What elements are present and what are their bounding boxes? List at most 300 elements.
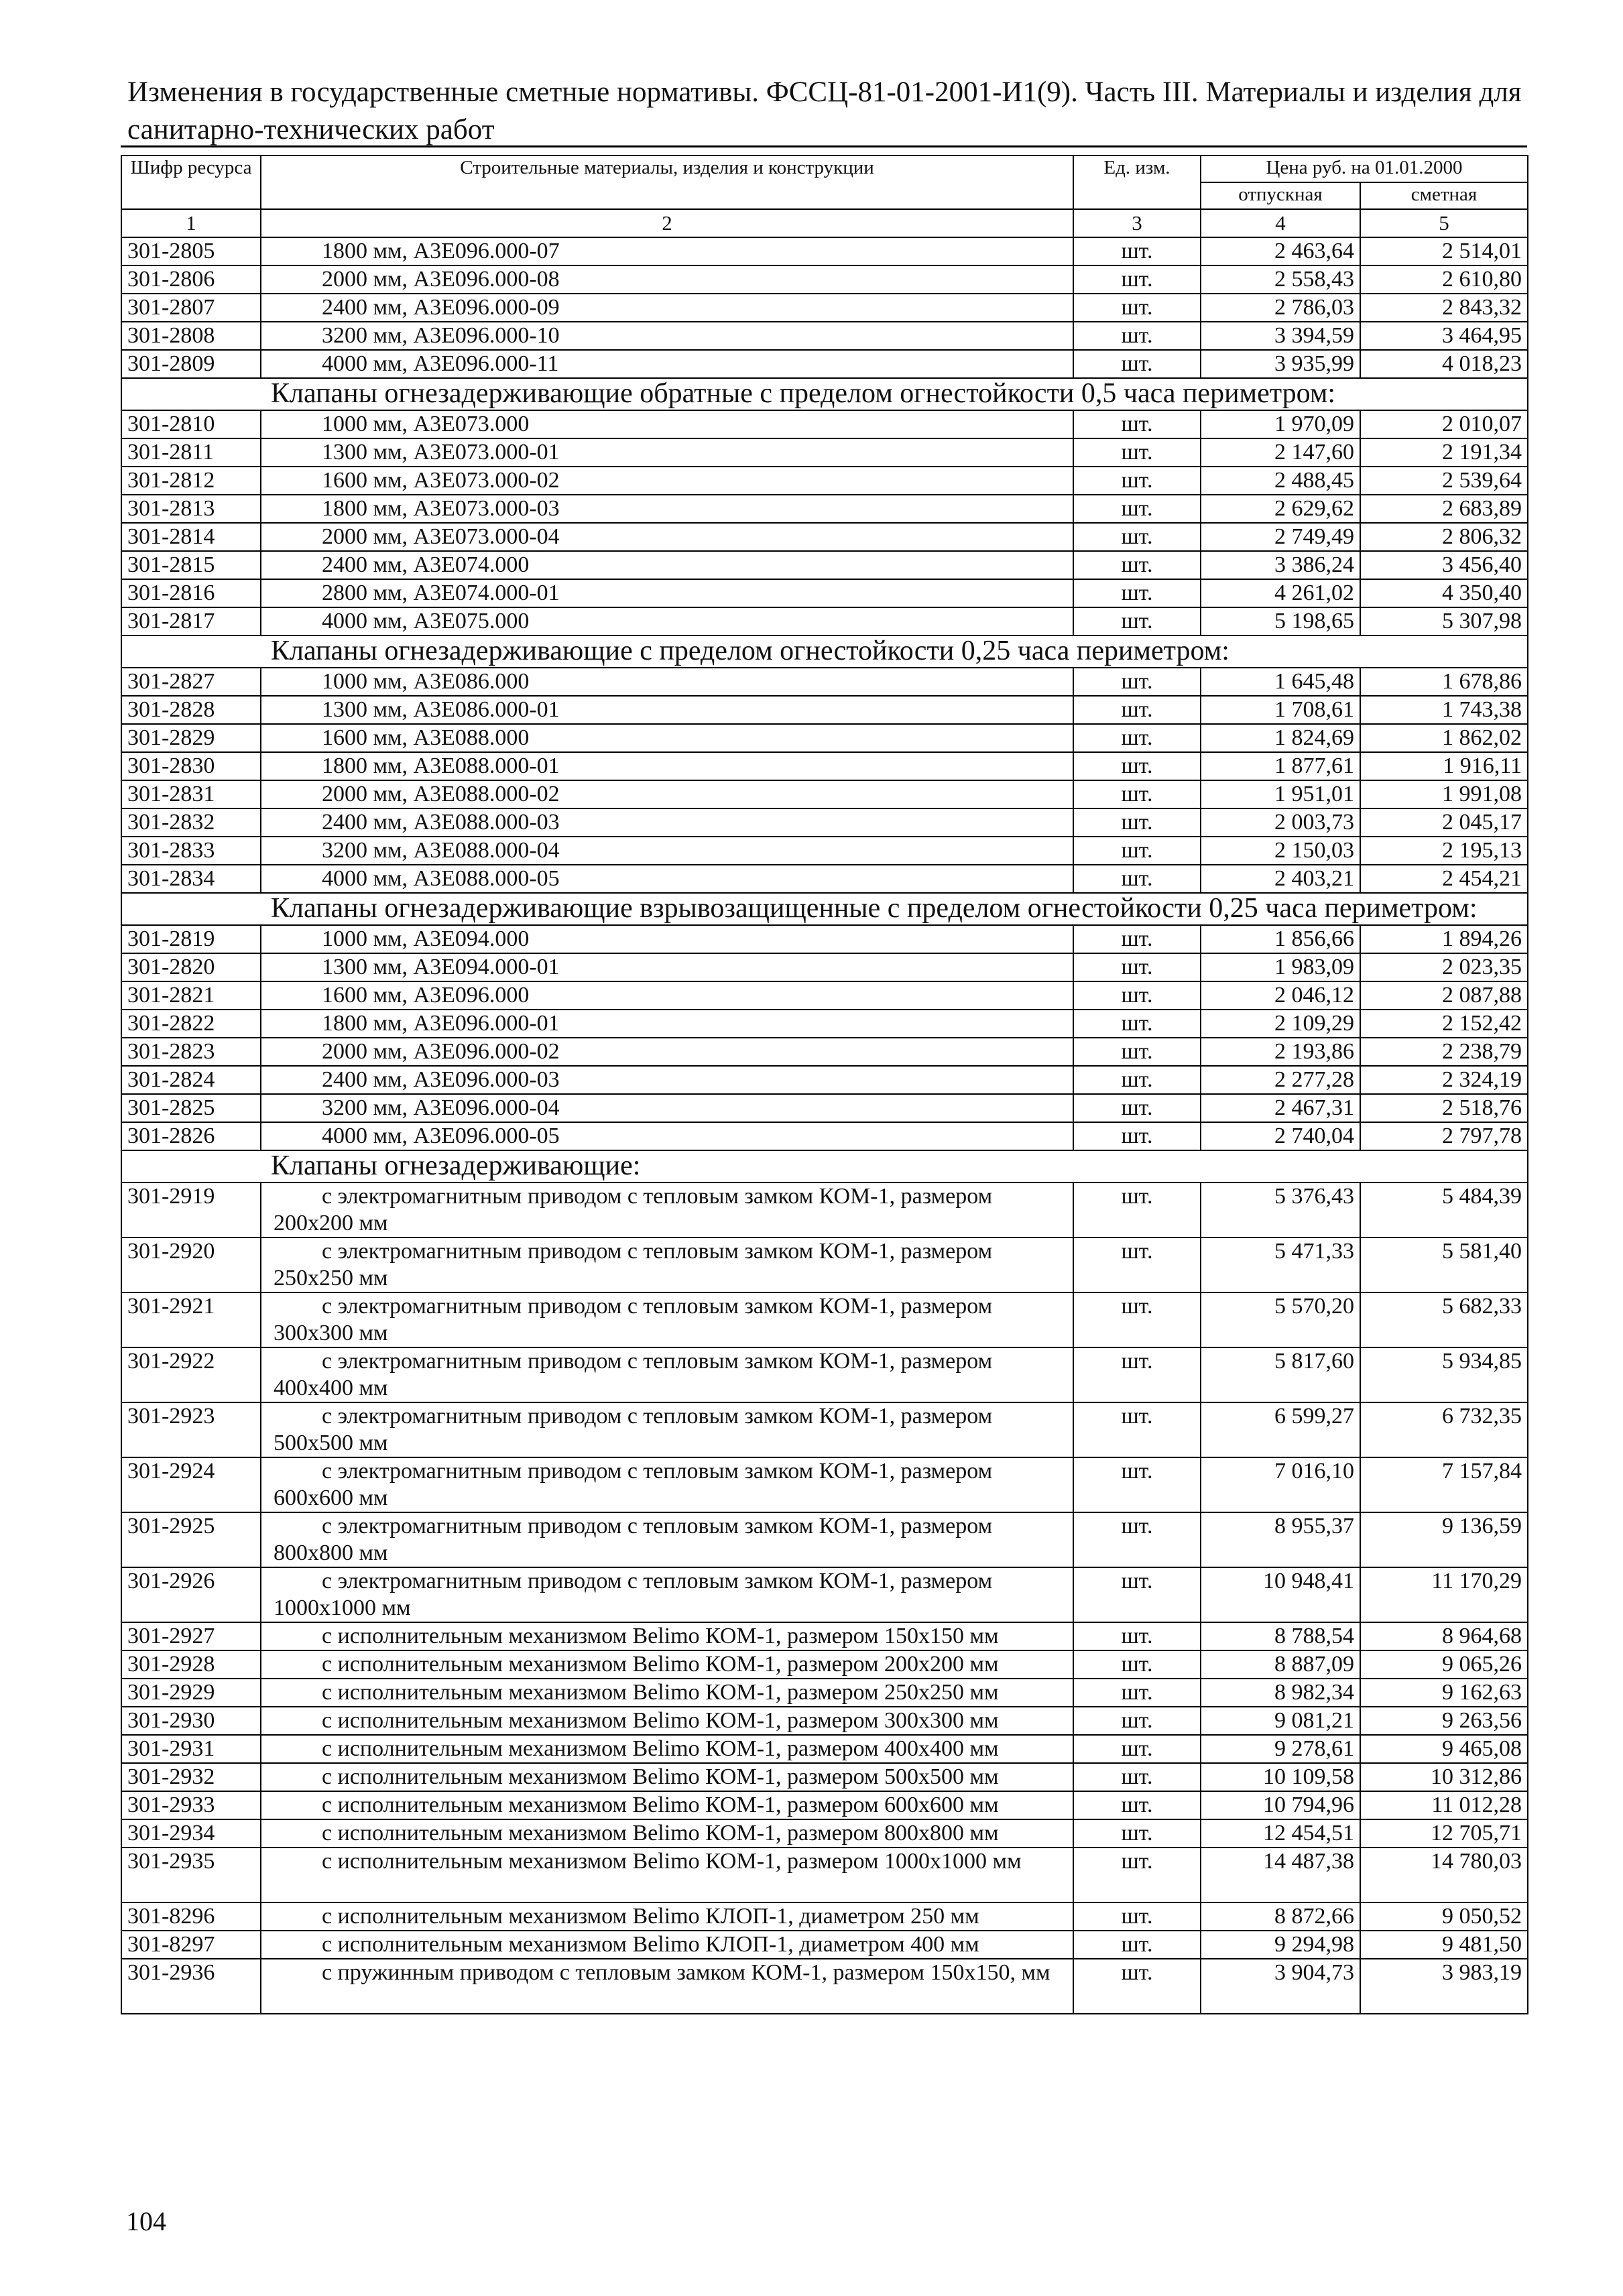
- item-name-cell: [261, 1237, 1073, 1292]
- estimate-price-cell: 5 484,39: [1360, 1183, 1528, 1237]
- table-row: [121, 752, 1528, 780]
- table-row: [121, 925, 1528, 953]
- estimate-price-cell: 2 514,01: [1360, 237, 1528, 265]
- header-price: Цена руб. на 01.01.2000: [1201, 156, 1528, 182]
- item-name-cell: с исполнительным механизмом Belimo КОМ-1, размером 250х250 мм: [261, 1679, 1073, 1707]
- resource-code-cell: 301-2827: [121, 668, 261, 696]
- item-name-cell: [261, 1457, 1073, 1512]
- release-price-cell: 5 471,33: [1201, 1237, 1360, 1292]
- page-number: 104: [126, 2206, 166, 2236]
- resource-code-cell: 301-2821: [121, 981, 261, 1010]
- unit-cell: шт.: [1073, 1457, 1201, 1512]
- unit-cell: шт.: [1073, 1038, 1201, 1066]
- unit-cell: шт.: [1073, 925, 1201, 953]
- resource-code-cell: 301-2834: [121, 865, 261, 893]
- estimate-price-cell: 2 454,21: [1360, 865, 1528, 893]
- resource-code-cell: 301-2815: [121, 551, 261, 579]
- table-row: [121, 350, 1528, 378]
- table-row: [121, 1791, 1528, 1819]
- estimate-price-cell: 1 743,38: [1360, 696, 1528, 724]
- header-unit: Ед. изм.: [1073, 156, 1201, 209]
- column-number: 4: [1201, 209, 1360, 237]
- resource-code-cell: 301-8297: [121, 1931, 261, 1959]
- item-name-cell: 2800 мм, А3Е074.000-01: [261, 579, 1073, 607]
- item-name-cell: 4000 мм, А3Е096.000-05: [261, 1122, 1073, 1150]
- estimate-price-cell: 1 862,02: [1360, 724, 1528, 752]
- estimate-price-cell: 2 806,32: [1360, 523, 1528, 551]
- resource-code-cell: 301-2806: [121, 265, 261, 294]
- item-name-text: с электромагнитным приводом с тепловым замком КОМ-1, размером 600х600 мм: [274, 1459, 993, 1510]
- resource-code-cell: 301-2811: [121, 438, 261, 467]
- resource-code-cell: 301-8296: [121, 1902, 261, 1931]
- table-row: [121, 1622, 1528, 1650]
- item-name-cell: 1800 мм, А3Е088.000-01: [261, 752, 1073, 780]
- table-row: [121, 1902, 1528, 1931]
- resource-code-cell: 301-2920: [121, 1237, 261, 1292]
- table-row: [121, 495, 1528, 523]
- item-name-cell: 3200 мм, А3Е096.000-10: [261, 322, 1073, 350]
- resource-code-cell: 301-2826: [121, 1122, 261, 1150]
- table-row: [121, 1707, 1528, 1735]
- item-name-text: с исполнительным механизмом Belimo КОМ-1, размером 1000х1000 мм: [322, 1849, 1022, 1874]
- estimate-price-cell: 6 732,35: [1360, 1402, 1528, 1457]
- resource-code-cell: 301-2831: [121, 780, 261, 808]
- resource-code-cell: 301-2823: [121, 1038, 261, 1066]
- estimate-price-cell: 3 983,19: [1360, 1959, 1528, 2014]
- estimate-price-cell: 2 539,64: [1360, 467, 1528, 495]
- item-name-cell: с исполнительным механизмом Belimo КОМ-1, размером 500х500 мм: [261, 1763, 1073, 1791]
- resource-code-cell: 301-2923: [121, 1402, 261, 1457]
- table-row: [121, 696, 1528, 724]
- item-name-cell: 4000 мм, А3Е088.000-05: [261, 865, 1073, 893]
- estimate-price-cell: 9 481,50: [1360, 1931, 1528, 1959]
- table-row: [121, 1402, 1528, 1457]
- resource-code-cell: 301-2817: [121, 607, 261, 636]
- unit-cell: шт.: [1073, 1292, 1201, 1347]
- estimate-price-cell: 2 324,19: [1360, 1066, 1528, 1094]
- table-row: [121, 607, 1528, 636]
- table-row: [121, 1122, 1528, 1150]
- release-price-cell: 7 016,10: [1201, 1457, 1360, 1512]
- release-price-cell: 2 109,29: [1201, 1010, 1360, 1038]
- item-name-text: с электромагнитным приводом с тепловым замком КОМ-1, размером 800х800 мм: [274, 1514, 993, 1565]
- release-price-cell: 2 740,04: [1201, 1122, 1360, 1150]
- release-price-cell: 2 488,45: [1201, 467, 1360, 495]
- item-name-cell: 2000 мм, А3Е096.000-02: [261, 1038, 1073, 1066]
- item-name-cell: 1300 мм, А3Е073.000-01: [261, 438, 1073, 467]
- column-number: 3: [1073, 209, 1201, 237]
- unit-cell: шт.: [1073, 1763, 1201, 1791]
- section-title: Клапаны огнезадерживающие взрывозащищенные с пределом огнестойкости 0,25 часа периметром:: [121, 893, 1528, 925]
- item-name-cell: с исполнительным механизмом Belimo КОМ-1, размером 600х600 мм: [261, 1791, 1073, 1819]
- title-underline: [121, 145, 1527, 147]
- release-price-cell: 1 970,09: [1201, 410, 1360, 438]
- release-price-cell: 10 109,58: [1201, 1763, 1360, 1791]
- resource-code-cell: 301-2919: [121, 1183, 261, 1237]
- estimate-price-cell: 12 705,71: [1360, 1819, 1528, 1848]
- release-price-cell: 10 794,96: [1201, 1791, 1360, 1819]
- resource-code-cell: 301-2936: [121, 1959, 261, 2014]
- unit-cell: шт.: [1073, 1902, 1201, 1931]
- release-price-cell: 8 872,66: [1201, 1902, 1360, 1931]
- item-name-cell: с исполнительным механизмом Belimo КЛОП-1, диаметром 250 мм: [261, 1902, 1073, 1931]
- price-table: [121, 155, 1528, 2014]
- resource-code-cell: 301-2924: [121, 1457, 261, 1512]
- column-number: 5: [1360, 209, 1528, 237]
- resource-code-cell: 301-2934: [121, 1819, 261, 1848]
- unit-cell: шт.: [1073, 265, 1201, 294]
- resource-code-cell: 301-2824: [121, 1066, 261, 1094]
- table-row: [121, 1038, 1528, 1066]
- estimate-price-cell: 2 797,78: [1360, 1122, 1528, 1150]
- estimate-price-cell: 5 581,40: [1360, 1237, 1528, 1292]
- table-row: [121, 1457, 1528, 1512]
- table-row: [121, 1959, 1528, 2014]
- column-number: 2: [261, 209, 1073, 237]
- unit-cell: шт.: [1073, 1402, 1201, 1457]
- resource-code-cell: 301-2829: [121, 724, 261, 752]
- unit-cell: шт.: [1073, 467, 1201, 495]
- resource-code-cell: 301-2932: [121, 1763, 261, 1791]
- table-body: [121, 237, 1528, 2014]
- header-price-release: отпускная: [1201, 182, 1360, 209]
- unit-cell: шт.: [1073, 237, 1201, 265]
- unit-cell: шт.: [1073, 953, 1201, 981]
- table-row: [121, 724, 1528, 752]
- estimate-price-cell: 5 307,98: [1360, 607, 1528, 636]
- item-name-cell: 1300 мм, А3Е094.000-01: [261, 953, 1073, 981]
- item-name-cell: [261, 1183, 1073, 1237]
- release-price-cell: 2 749,49: [1201, 523, 1360, 551]
- unit-cell: шт.: [1073, 668, 1201, 696]
- header-code: Шифр ресурса: [121, 156, 261, 209]
- table-row: [121, 1819, 1528, 1848]
- release-price-cell: 9 278,61: [1201, 1735, 1360, 1763]
- resource-code-cell: 301-2931: [121, 1735, 261, 1763]
- resource-code-cell: 301-2830: [121, 752, 261, 780]
- resource-code-cell: 301-2922: [121, 1347, 261, 1402]
- release-price-cell: 5 198,65: [1201, 607, 1360, 636]
- table-row: [121, 1763, 1528, 1791]
- estimate-price-cell: 1 916,11: [1360, 752, 1528, 780]
- table-row: [121, 1512, 1528, 1567]
- header-name: Строительные материалы, изделия и конструкции: [261, 156, 1073, 209]
- unit-cell: шт.: [1073, 1094, 1201, 1122]
- release-price-cell: 1 708,61: [1201, 696, 1360, 724]
- unit-cell: шт.: [1073, 696, 1201, 724]
- estimate-price-cell: 2 195,13: [1360, 837, 1528, 865]
- release-price-cell: 12 454,51: [1201, 1819, 1360, 1848]
- release-price-cell: 1 951,01: [1201, 780, 1360, 808]
- unit-cell: шт.: [1073, 1791, 1201, 1819]
- estimate-price-cell: 9 162,63: [1360, 1679, 1528, 1707]
- table-row: [121, 1650, 1528, 1679]
- item-name-cell: 1000 мм, А3Е094.000: [261, 925, 1073, 953]
- table-row: [121, 981, 1528, 1010]
- release-price-cell: 3 386,24: [1201, 551, 1360, 579]
- release-price-cell: 9 294,98: [1201, 1931, 1360, 1959]
- release-price-cell: 1 856,66: [1201, 925, 1360, 953]
- table-row: [121, 322, 1528, 350]
- table-row: [121, 1679, 1528, 1707]
- resource-code-cell: 301-2807: [121, 294, 261, 322]
- release-price-cell: 2 629,62: [1201, 495, 1360, 523]
- item-name-cell: 1000 мм, А3Е073.000: [261, 410, 1073, 438]
- release-price-cell: 5 817,60: [1201, 1347, 1360, 1402]
- resource-code-cell: 301-2805: [121, 237, 261, 265]
- unit-cell: шт.: [1073, 837, 1201, 865]
- release-price-cell: 8 788,54: [1201, 1622, 1360, 1650]
- resource-code-cell: 301-2921: [121, 1292, 261, 1347]
- item-name-cell: 2000 мм, А3Е096.000-08: [261, 265, 1073, 294]
- table-row: [121, 780, 1528, 808]
- item-name-cell: [261, 1347, 1073, 1402]
- resource-code-cell: 301-2808: [121, 322, 261, 350]
- table-row: [121, 668, 1528, 696]
- estimate-price-cell: 9 465,08: [1360, 1735, 1528, 1763]
- table-row: [121, 1567, 1528, 1622]
- unit-cell: шт.: [1073, 523, 1201, 551]
- resource-code-cell: 301-2927: [121, 1622, 261, 1650]
- release-price-cell: 2 277,28: [1201, 1066, 1360, 1094]
- column-number: 1: [121, 209, 261, 237]
- table-row: [121, 1183, 1528, 1237]
- resource-code-cell: 301-2825: [121, 1094, 261, 1122]
- unit-cell: шт.: [1073, 1066, 1201, 1094]
- unit-cell: шт.: [1073, 865, 1201, 893]
- table-row: [121, 1066, 1528, 1094]
- unit-cell: шт.: [1073, 1931, 1201, 1959]
- unit-cell: шт.: [1073, 1959, 1201, 2014]
- table-row: [121, 1848, 1528, 1902]
- release-price-cell: 2 147,60: [1201, 438, 1360, 467]
- release-price-cell: 1 645,48: [1201, 668, 1360, 696]
- unit-cell: шт.: [1073, 607, 1201, 636]
- unit-cell: шт.: [1073, 1735, 1201, 1763]
- resource-code-cell: 301-2809: [121, 350, 261, 378]
- table-row: [121, 551, 1528, 579]
- unit-cell: шт.: [1073, 1707, 1201, 1735]
- release-price-cell: 8 982,34: [1201, 1679, 1360, 1707]
- item-name-cell: 1800 мм, А3Е073.000-03: [261, 495, 1073, 523]
- table-row: [121, 410, 1528, 438]
- item-name-cell: 1800 мм, А3Е096.000-01: [261, 1010, 1073, 1038]
- estimate-price-cell: 1 991,08: [1360, 780, 1528, 808]
- item-name-cell: [261, 1292, 1073, 1347]
- section-heading-row: [121, 378, 1528, 410]
- resource-code-cell: 301-2833: [121, 837, 261, 865]
- estimate-price-cell: 2 010,07: [1360, 410, 1528, 438]
- release-price-cell: 2 558,43: [1201, 265, 1360, 294]
- table-row: [121, 1237, 1528, 1292]
- unit-cell: шт.: [1073, 294, 1201, 322]
- unit-cell: шт.: [1073, 1848, 1201, 1902]
- release-price-cell: 2 467,31: [1201, 1094, 1360, 1122]
- estimate-price-cell: 2 843,32: [1360, 294, 1528, 322]
- release-price-cell: 9 081,21: [1201, 1707, 1360, 1735]
- unit-cell: шт.: [1073, 1622, 1201, 1650]
- estimate-price-cell: 2 683,89: [1360, 495, 1528, 523]
- item-name-cell: 3200 мм, А3Е088.000-04: [261, 837, 1073, 865]
- release-price-cell: 4 261,02: [1201, 579, 1360, 607]
- item-name-text: с электромагнитным приводом с тепловым замком КОМ-1, размером 250х250 мм: [274, 1239, 993, 1290]
- unit-cell: шт.: [1073, 808, 1201, 837]
- unit-cell: шт.: [1073, 1347, 1201, 1402]
- table-row: [121, 579, 1528, 607]
- estimate-price-cell: 4 350,40: [1360, 579, 1528, 607]
- item-name-cell: 1600 мм, А3Е073.000-02: [261, 467, 1073, 495]
- table-row: [121, 1735, 1528, 1763]
- table-row: [121, 1010, 1528, 1038]
- resource-code-cell: 301-2814: [121, 523, 261, 551]
- estimate-price-cell: 2 023,35: [1360, 953, 1528, 981]
- table-row: [121, 1094, 1528, 1122]
- estimate-price-cell: 2 238,79: [1360, 1038, 1528, 1066]
- section-title: Клапаны огнезадерживающие обратные с пределом огнестойкости 0,5 часа периметром:: [121, 378, 1528, 410]
- unit-cell: шт.: [1073, 1650, 1201, 1679]
- release-price-cell: 2 403,21: [1201, 865, 1360, 893]
- item-name-cell: 1000 мм, А3Е086.000: [261, 668, 1073, 696]
- item-name-cell: [261, 1848, 1073, 1902]
- release-price-cell: 2 046,12: [1201, 981, 1360, 1010]
- estimate-price-cell: 9 263,56: [1360, 1707, 1528, 1735]
- estimate-price-cell: 8 964,68: [1360, 1622, 1528, 1650]
- release-price-cell: 14 487,38: [1201, 1848, 1360, 1902]
- item-name-cell: 4000 мм, А3Е096.000-11: [261, 350, 1073, 378]
- resource-code-cell: 301-2832: [121, 808, 261, 837]
- release-price-cell: 10 948,41: [1201, 1567, 1360, 1622]
- item-name-text: с электромагнитным приводом с тепловым замком КОМ-1, размером 200х200 мм: [274, 1184, 993, 1235]
- unit-cell: шт.: [1073, 780, 1201, 808]
- unit-cell: шт.: [1073, 410, 1201, 438]
- release-price-cell: 3 394,59: [1201, 322, 1360, 350]
- unit-cell: шт.: [1073, 981, 1201, 1010]
- release-price-cell: 2 193,86: [1201, 1038, 1360, 1066]
- item-name-cell: с исполнительным механизмом Belimo КОМ-1, размером 150х150 мм: [261, 1622, 1073, 1650]
- estimate-price-cell: 1 678,86: [1360, 668, 1528, 696]
- table-row: [121, 265, 1528, 294]
- item-name-cell: 4000 мм, А3Е075.000: [261, 607, 1073, 636]
- estimate-price-cell: 9 050,52: [1360, 1902, 1528, 1931]
- unit-cell: шт.: [1073, 322, 1201, 350]
- table-row: [121, 438, 1528, 467]
- unit-cell: шт.: [1073, 1679, 1201, 1707]
- resource-code-cell: 301-2816: [121, 579, 261, 607]
- release-price-cell: 8 955,37: [1201, 1512, 1360, 1567]
- header-price-estimate: сметная: [1360, 182, 1528, 209]
- resource-code-cell: 301-2928: [121, 1650, 261, 1679]
- estimate-price-cell: 14 780,03: [1360, 1848, 1528, 1902]
- item-name-cell: 2400 мм, А3Е096.000-09: [261, 294, 1073, 322]
- resource-code-cell: 301-2930: [121, 1707, 261, 1735]
- item-name-cell: 2000 мм, А3Е073.000-04: [261, 523, 1073, 551]
- unit-cell: шт.: [1073, 579, 1201, 607]
- release-price-cell: 8 887,09: [1201, 1650, 1360, 1679]
- item-name-cell: [261, 1567, 1073, 1622]
- estimate-price-cell: 9 136,59: [1360, 1512, 1528, 1567]
- estimate-price-cell: 9 065,26: [1360, 1650, 1528, 1679]
- estimate-price-cell: 2 045,17: [1360, 808, 1528, 837]
- item-name-cell: 1600 мм, А3Е088.000: [261, 724, 1073, 752]
- estimate-price-cell: 2 087,88: [1360, 981, 1528, 1010]
- release-price-cell: 5 570,20: [1201, 1292, 1360, 1347]
- resource-code-cell: 301-2813: [121, 495, 261, 523]
- item-name-cell: 2000 мм, А3Е088.000-02: [261, 780, 1073, 808]
- section-heading-row: [121, 1150, 1528, 1183]
- resource-code-cell: 301-2810: [121, 410, 261, 438]
- document-title: Изменения в государственные сметные нормативы. ФССЦ-81-01-2001-И1(9). Часть III. Материалы и изделия для санитарно-технических работ: [127, 76, 1522, 145]
- release-price-cell: 2 463,64: [1201, 237, 1360, 265]
- item-name-cell: с исполнительным механизмом Belimo КОМ-1, размером 300х300 мм: [261, 1707, 1073, 1735]
- estimate-price-cell: 10 312,86: [1360, 1763, 1528, 1791]
- item-name-text: с электромагнитным приводом с тепловым замком КОМ-1, размером 1000х1000 мм: [274, 1569, 993, 1620]
- estimate-price-cell: 7 157,84: [1360, 1457, 1528, 1512]
- item-name-text: с электромагнитным приводом с тепловым замком КОМ-1, размером 300х300 мм: [274, 1294, 993, 1345]
- estimate-price-cell: 5 682,33: [1360, 1292, 1528, 1347]
- table-header: [121, 156, 1528, 237]
- unit-cell: шт.: [1073, 1819, 1201, 1848]
- item-name-cell: 2400 мм, А3Е088.000-03: [261, 808, 1073, 837]
- resource-code-cell: 301-2935: [121, 1848, 261, 1902]
- item-name-text: с пружинным приводом с тепловым замком КОМ-1, размером 150х150, мм: [322, 1960, 1050, 1985]
- unit-cell: шт.: [1073, 1512, 1201, 1567]
- item-name-cell: 1600 мм, А3Е096.000: [261, 981, 1073, 1010]
- section-heading-row: [121, 893, 1528, 925]
- estimate-price-cell: 2 191,34: [1360, 438, 1528, 467]
- estimate-price-cell: 4 018,23: [1360, 350, 1528, 378]
- table-row: [121, 1347, 1528, 1402]
- item-name-cell: 3200 мм, А3Е096.000-04: [261, 1094, 1073, 1122]
- release-price-cell: 5 376,43: [1201, 1183, 1360, 1237]
- resource-code-cell: 301-2820: [121, 953, 261, 981]
- unit-cell: шт.: [1073, 1183, 1201, 1237]
- estimate-price-cell: 3 456,40: [1360, 551, 1528, 579]
- release-price-cell: 1 983,09: [1201, 953, 1360, 981]
- estimate-price-cell: 11 012,28: [1360, 1791, 1528, 1819]
- section-title: Клапаны огнезадерживающие:: [121, 1150, 1528, 1183]
- estimate-price-cell: 2 518,76: [1360, 1094, 1528, 1122]
- table-row: [121, 1292, 1528, 1347]
- item-name-cell: с исполнительным механизмом Belimo КОМ-1, размером 800х800 мм: [261, 1819, 1073, 1848]
- release-price-cell: 3 904,73: [1201, 1959, 1360, 2014]
- table-row: [121, 1931, 1528, 1959]
- item-name-cell: 2400 мм, А3Е074.000: [261, 551, 1073, 579]
- unit-cell: шт.: [1073, 551, 1201, 579]
- section-heading-row: [121, 636, 1528, 668]
- table-row: [121, 523, 1528, 551]
- unit-cell: шт.: [1073, 752, 1201, 780]
- item-name-cell: 2400 мм, А3Е096.000-03: [261, 1066, 1073, 1094]
- unit-cell: шт.: [1073, 1010, 1201, 1038]
- resource-code-cell: 301-2812: [121, 467, 261, 495]
- resource-code-cell: 301-2929: [121, 1679, 261, 1707]
- table-row: [121, 237, 1528, 265]
- release-price-cell: 3 935,99: [1201, 350, 1360, 378]
- unit-cell: шт.: [1073, 1237, 1201, 1292]
- table-row: [121, 837, 1528, 865]
- item-name-cell: [261, 1959, 1073, 2014]
- table-row: [121, 865, 1528, 893]
- table-row: [121, 808, 1528, 837]
- unit-cell: шт.: [1073, 724, 1201, 752]
- item-name-text: с электромагнитным приводом с тепловым замком КОМ-1, размером 500х500 мм: [274, 1404, 993, 1455]
- release-price-cell: 6 599,27: [1201, 1402, 1360, 1457]
- table-row: [121, 467, 1528, 495]
- estimate-price-cell: 11 170,29: [1360, 1567, 1528, 1622]
- section-title: Клапаны огнезадерживающие с пределом огнестойкости 0,25 часа периметром:: [121, 636, 1528, 668]
- unit-cell: шт.: [1073, 495, 1201, 523]
- estimate-price-cell: 3 464,95: [1360, 322, 1528, 350]
